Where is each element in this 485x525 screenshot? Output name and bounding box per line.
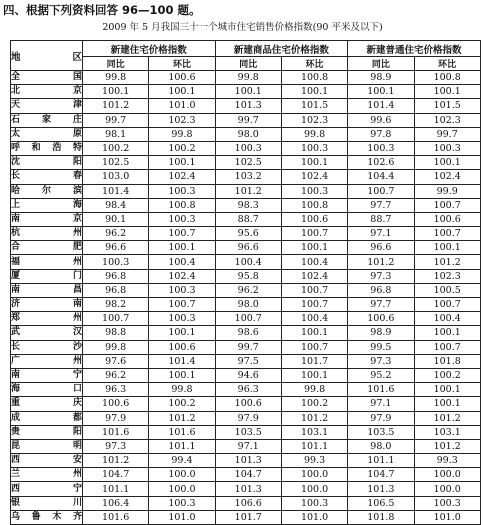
city-cell: 杭州 — [11, 227, 83, 241]
value-cell: 99.7 — [83, 113, 149, 127]
value-cell: 100.3 — [414, 141, 480, 155]
value-cell: 101.5 — [281, 99, 347, 113]
city-cell: 呼和浩特 — [11, 141, 83, 155]
city-cell: 长沙 — [11, 340, 83, 354]
table-row — [11, 510, 481, 524]
value-cell: 101.6 — [83, 425, 149, 439]
city-cell: 武汉 — [11, 326, 83, 340]
value-cell: 99.7 — [414, 127, 480, 141]
value-cell: 100.3 — [149, 283, 215, 297]
value-cell: 103.5 — [348, 425, 414, 439]
question-heading: 四、根据下列资料回答 96—100 题。 — [3, 3, 201, 17]
table-row — [11, 85, 481, 99]
table-row — [11, 482, 481, 496]
value-cell: 100.1 — [414, 241, 480, 255]
value-cell: 97.3 — [348, 269, 414, 283]
value-cell: 101.3 — [215, 482, 281, 496]
value-cell: 103.1 — [414, 425, 480, 439]
value-cell: 101.3 — [215, 99, 281, 113]
value-cell: 90.1 — [83, 212, 149, 226]
city-cell: 郑州 — [11, 312, 83, 326]
value-cell: 100.6 — [414, 212, 480, 226]
value-cell: 101.1 — [149, 439, 215, 453]
value-cell: 98.4 — [83, 198, 149, 212]
value-cell: 100.8 — [281, 71, 347, 85]
value-cell: 102.5 — [215, 156, 281, 170]
value-cell: 101.1 — [348, 454, 414, 468]
value-cell: 100.3 — [149, 496, 215, 510]
value-cell: 98.8 — [83, 326, 149, 340]
value-cell: 102.6 — [348, 156, 414, 170]
value-cell: 100.7 — [414, 298, 480, 312]
value-cell: 100.2 — [83, 141, 149, 155]
value-cell: 98.0 — [215, 127, 281, 141]
value-cell: 100.1 — [414, 85, 480, 99]
table-row — [11, 312, 481, 326]
table-row — [11, 298, 481, 312]
table-row — [11, 368, 481, 382]
city-cell: 兰州 — [11, 468, 83, 482]
value-cell: 99.5 — [348, 340, 414, 354]
value-cell: 100.3 — [414, 496, 480, 510]
value-cell: 100.1 — [281, 326, 347, 340]
value-cell: 100.1 — [281, 156, 347, 170]
city-cell: 上海 — [11, 198, 83, 212]
table-row — [11, 411, 481, 425]
value-cell: 100.3 — [281, 141, 347, 155]
value-cell: 100.7 — [281, 340, 347, 354]
value-cell: 100.1 — [414, 383, 480, 397]
value-cell: 96.3 — [215, 383, 281, 397]
value-cell: 96.2 — [83, 368, 149, 382]
value-cell: 96.6 — [348, 241, 414, 255]
value-cell: 104.7 — [215, 468, 281, 482]
table-row — [11, 283, 481, 297]
value-cell: 100.1 — [149, 85, 215, 99]
value-cell: 101.0 — [281, 510, 347, 524]
city-cell: 长春 — [11, 170, 83, 184]
value-cell: 103.2 — [215, 170, 281, 184]
value-cell: 100.7 — [215, 312, 281, 326]
city-cell: 太原 — [11, 127, 83, 141]
group-header-ordinary-housing: 新建普通住宅价格指数 — [348, 41, 481, 57]
value-cell: 100.1 — [414, 397, 480, 411]
value-cell: 101.4 — [149, 354, 215, 368]
table-row — [11, 141, 481, 155]
value-cell: 104.4 — [348, 170, 414, 184]
value-cell: 101.1 — [281, 439, 347, 453]
table-row — [11, 99, 481, 113]
city-cell: 南昌 — [11, 283, 83, 297]
value-cell: 100.1 — [215, 85, 281, 99]
value-cell: 97.9 — [83, 411, 149, 425]
value-cell: 100.0 — [281, 468, 347, 482]
table-row — [11, 170, 481, 184]
value-cell: 99.3 — [281, 454, 347, 468]
value-cell: 88.7 — [215, 212, 281, 226]
value-cell: 100.1 — [281, 368, 347, 382]
city-cell: 广州 — [11, 354, 83, 368]
table-row — [11, 269, 481, 283]
value-cell: 99.7 — [215, 340, 281, 354]
value-cell: 101.2 — [414, 255, 480, 269]
value-cell: 100.1 — [149, 368, 215, 382]
value-cell: 97.1 — [348, 227, 414, 241]
value-cell: 100.7 — [414, 340, 480, 354]
city-cell: 贵阳 — [11, 425, 83, 439]
city-cell: 南京 — [11, 212, 83, 226]
city-cell: 北京 — [11, 85, 83, 99]
value-cell: 100.6 — [83, 397, 149, 411]
value-cell: 96.6 — [83, 241, 149, 255]
value-cell: 101.2 — [149, 411, 215, 425]
value-cell: 98.6 — [215, 326, 281, 340]
value-cell: 100.2 — [281, 397, 347, 411]
value-cell: 100.4 — [281, 255, 347, 269]
table-row — [11, 255, 481, 269]
value-cell: 100.7 — [281, 283, 347, 297]
value-cell: 96.3 — [83, 383, 149, 397]
value-cell: 100.1 — [83, 85, 149, 99]
value-cell: 99.3 — [414, 454, 480, 468]
sub-header-yoy: 同比 — [348, 57, 414, 71]
table-row — [11, 156, 481, 170]
value-cell: 100.3 — [281, 496, 347, 510]
city-cell: 西安 — [11, 454, 83, 468]
value-cell: 100.3 — [149, 184, 215, 198]
value-cell: 101.6 — [83, 510, 149, 524]
value-cell: 94.6 — [215, 368, 281, 382]
value-cell: 100.7 — [281, 227, 347, 241]
value-cell: 101.2 — [83, 99, 149, 113]
value-cell: 101.6 — [348, 383, 414, 397]
value-cell: 97.6 — [83, 354, 149, 368]
value-cell: 97.7 — [348, 198, 414, 212]
value-cell: 98.9 — [348, 326, 414, 340]
table-row — [11, 113, 481, 127]
value-cell: 97.3 — [83, 439, 149, 453]
value-cell: 96.6 — [215, 241, 281, 255]
value-cell: 99.8 — [281, 127, 347, 141]
city-cell: 昆明 — [11, 439, 83, 453]
value-cell: 100.1 — [414, 326, 480, 340]
value-cell: 96.8 — [83, 269, 149, 283]
group-header-row — [11, 41, 481, 57]
value-cell: 106.5 — [348, 496, 414, 510]
value-cell: 100.2 — [414, 368, 480, 382]
value-cell: 97.1 — [215, 439, 281, 453]
value-cell: 100.2 — [149, 141, 215, 155]
value-cell: 101.8 — [414, 354, 480, 368]
value-cell: 100.8 — [414, 71, 480, 85]
value-cell: 101.4 — [348, 99, 414, 113]
value-cell: 100.1 — [149, 156, 215, 170]
value-cell: 100.3 — [83, 255, 149, 269]
table-row — [11, 496, 481, 510]
value-cell: 102.3 — [414, 269, 480, 283]
value-cell: 100.4 — [215, 255, 281, 269]
city-cell: 银川 — [11, 496, 83, 510]
table-title: 2009 年 5 月我国三十一个城市住宅销售价格指数(90 平米及以下) — [102, 22, 383, 33]
value-cell: 100.6 — [281, 212, 347, 226]
sub-header-mom: 环比 — [414, 57, 480, 71]
value-cell: 106.6 — [215, 496, 281, 510]
value-cell: 97.8 — [348, 127, 414, 141]
table-row — [11, 184, 481, 198]
value-cell: 95.6 — [215, 227, 281, 241]
value-cell: 97.3 — [348, 354, 414, 368]
value-cell: 100.7 — [348, 184, 414, 198]
value-cell: 98.1 — [83, 127, 149, 141]
value-cell: 101.0 — [149, 99, 215, 113]
table-body — [11, 71, 481, 525]
value-cell: 100.7 — [83, 312, 149, 326]
value-cell: 99.8 — [149, 127, 215, 141]
value-cell: 102.3 — [281, 113, 347, 127]
value-cell: 100.7 — [149, 298, 215, 312]
region-header: 地 区 — [11, 41, 83, 71]
city-cell: 福州 — [11, 255, 83, 269]
value-cell: 96.8 — [83, 283, 149, 297]
value-cell: 100.7 — [149, 227, 215, 241]
value-cell: 98.3 — [215, 198, 281, 212]
value-cell: 104.7 — [348, 468, 414, 482]
value-cell: 99.6 — [348, 113, 414, 127]
city-cell: 成都 — [11, 411, 83, 425]
value-cell: 101.7 — [281, 354, 347, 368]
value-cell: 100.8 — [281, 198, 347, 212]
value-cell: 97.1 — [348, 397, 414, 411]
value-cell: 96.2 — [83, 227, 149, 241]
price-index-table — [10, 40, 481, 525]
value-cell: 106.4 — [83, 496, 149, 510]
value-cell: 100.0 — [414, 482, 480, 496]
value-cell: 101.2 — [215, 184, 281, 198]
value-cell: 100.7 — [414, 198, 480, 212]
sub-header-yoy: 同比 — [83, 57, 149, 71]
table-row — [11, 425, 481, 439]
value-cell: 97.9 — [215, 411, 281, 425]
value-cell: 102.4 — [281, 269, 347, 283]
city-cell: 全国 — [11, 71, 83, 85]
city-cell: 厦门 — [11, 269, 83, 283]
value-cell: 100.7 — [414, 227, 480, 241]
value-cell: 101.8 — [348, 510, 414, 524]
value-cell: 95.2 — [348, 368, 414, 382]
value-cell: 100.3 — [149, 312, 215, 326]
value-cell: 88.7 — [348, 212, 414, 226]
value-cell: 99.7 — [215, 113, 281, 127]
city-cell: 重庆 — [11, 397, 83, 411]
value-cell: 98.9 — [348, 71, 414, 85]
value-cell: 100.4 — [414, 312, 480, 326]
value-cell: 100.6 — [149, 340, 215, 354]
value-cell: 101.3 — [348, 482, 414, 496]
value-cell: 100.6 — [348, 312, 414, 326]
value-cell: 100.0 — [149, 482, 215, 496]
value-cell: 100.3 — [149, 212, 215, 226]
value-cell: 101.1 — [83, 482, 149, 496]
city-cell: 哈尔滨 — [11, 184, 83, 198]
value-cell: 100.5 — [414, 283, 480, 297]
value-cell: 100.6 — [215, 397, 281, 411]
value-cell: 100.2 — [149, 397, 215, 411]
table-row — [11, 354, 481, 368]
value-cell: 96.8 — [348, 283, 414, 297]
value-cell: 101.2 — [414, 411, 480, 425]
value-cell: 100.0 — [281, 482, 347, 496]
value-cell: 102.5 — [83, 156, 149, 170]
value-cell: 101.2 — [83, 454, 149, 468]
table-row — [11, 127, 481, 141]
value-cell: 101.7 — [215, 510, 281, 524]
value-cell: 97.5 — [215, 354, 281, 368]
value-cell: 101.3 — [215, 454, 281, 468]
value-cell: 98.0 — [215, 298, 281, 312]
value-cell: 101.2 — [414, 439, 480, 453]
city-cell: 西宁 — [11, 482, 83, 496]
table-row — [11, 397, 481, 411]
city-cell: 沈阳 — [11, 156, 83, 170]
value-cell: 102.4 — [281, 170, 347, 184]
value-cell: 100.3 — [215, 141, 281, 155]
value-cell: 100.3 — [348, 141, 414, 155]
value-cell: 99.8 — [83, 71, 149, 85]
value-cell: 102.3 — [414, 113, 480, 127]
value-cell: 99.8 — [215, 71, 281, 85]
value-cell: 100.1 — [414, 156, 480, 170]
group-header-new-housing: 新建住宅价格指数 — [83, 41, 216, 57]
value-cell: 102.4 — [414, 170, 480, 184]
value-cell: 95.8 — [215, 269, 281, 283]
table-row — [11, 326, 481, 340]
value-cell: 100.0 — [414, 468, 480, 482]
value-cell: 102.4 — [149, 170, 215, 184]
value-cell: 101.0 — [149, 510, 215, 524]
value-cell: 98.2 — [83, 298, 149, 312]
value-cell: 100.4 — [149, 255, 215, 269]
sub-header-mom: 环比 — [149, 57, 215, 71]
value-cell: 101.2 — [348, 255, 414, 269]
value-cell: 96.2 — [215, 283, 281, 297]
value-cell: 99.8 — [149, 383, 215, 397]
value-cell: 102.4 — [149, 269, 215, 283]
table-row — [11, 340, 481, 354]
value-cell: 100.6 — [149, 71, 215, 85]
value-cell: 97.7 — [348, 298, 414, 312]
value-cell: 100.1 — [149, 326, 215, 340]
value-cell: 101.5 — [414, 99, 480, 113]
value-cell: 100.1 — [281, 241, 347, 255]
value-cell: 100.1 — [149, 241, 215, 255]
value-cell: 101.4 — [83, 184, 149, 198]
table-row — [11, 439, 481, 453]
table-row — [11, 198, 481, 212]
value-cell: 100.8 — [149, 198, 215, 212]
sub-header-mom: 环比 — [281, 57, 347, 71]
table-row — [11, 71, 481, 85]
table-row — [11, 212, 481, 226]
group-header-commercial-housing: 新建商品住宅价格指数 — [215, 41, 348, 57]
value-cell: 99.9 — [414, 184, 480, 198]
table-row — [11, 468, 481, 482]
value-cell: 102.3 — [149, 113, 215, 127]
city-cell: 海口 — [11, 383, 83, 397]
city-cell: 乌鲁木齐 — [11, 510, 83, 524]
city-cell: 南宁 — [11, 368, 83, 382]
value-cell: 100.0 — [149, 468, 215, 482]
table-row — [11, 383, 481, 397]
value-cell: 99.4 — [149, 454, 215, 468]
city-cell: 合肥 — [11, 241, 83, 255]
value-cell: 99.8 — [281, 383, 347, 397]
value-cell: 98.0 — [348, 439, 414, 453]
value-cell: 101.2 — [281, 411, 347, 425]
value-cell: 100.7 — [281, 298, 347, 312]
value-cell: 104.7 — [83, 468, 149, 482]
city-cell: 济南 — [11, 298, 83, 312]
value-cell: 100.1 — [281, 85, 347, 99]
table-row — [11, 227, 481, 241]
sub-header-yoy: 同比 — [215, 57, 281, 71]
city-cell: 天津 — [11, 99, 83, 113]
value-cell: 101.6 — [149, 425, 215, 439]
value-cell: 100.1 — [348, 85, 414, 99]
value-cell: 103.1 — [281, 425, 347, 439]
value-cell: 97.9 — [348, 411, 414, 425]
value-cell: 101.0 — [414, 510, 480, 524]
city-cell: 石家庄 — [11, 113, 83, 127]
table-row — [11, 241, 481, 255]
table-row — [11, 454, 481, 468]
value-cell: 103.0 — [83, 170, 149, 184]
value-cell: 99.8 — [83, 340, 149, 354]
value-cell: 100.4 — [281, 312, 347, 326]
value-cell: 100.3 — [281, 184, 347, 198]
value-cell: 103.5 — [215, 425, 281, 439]
